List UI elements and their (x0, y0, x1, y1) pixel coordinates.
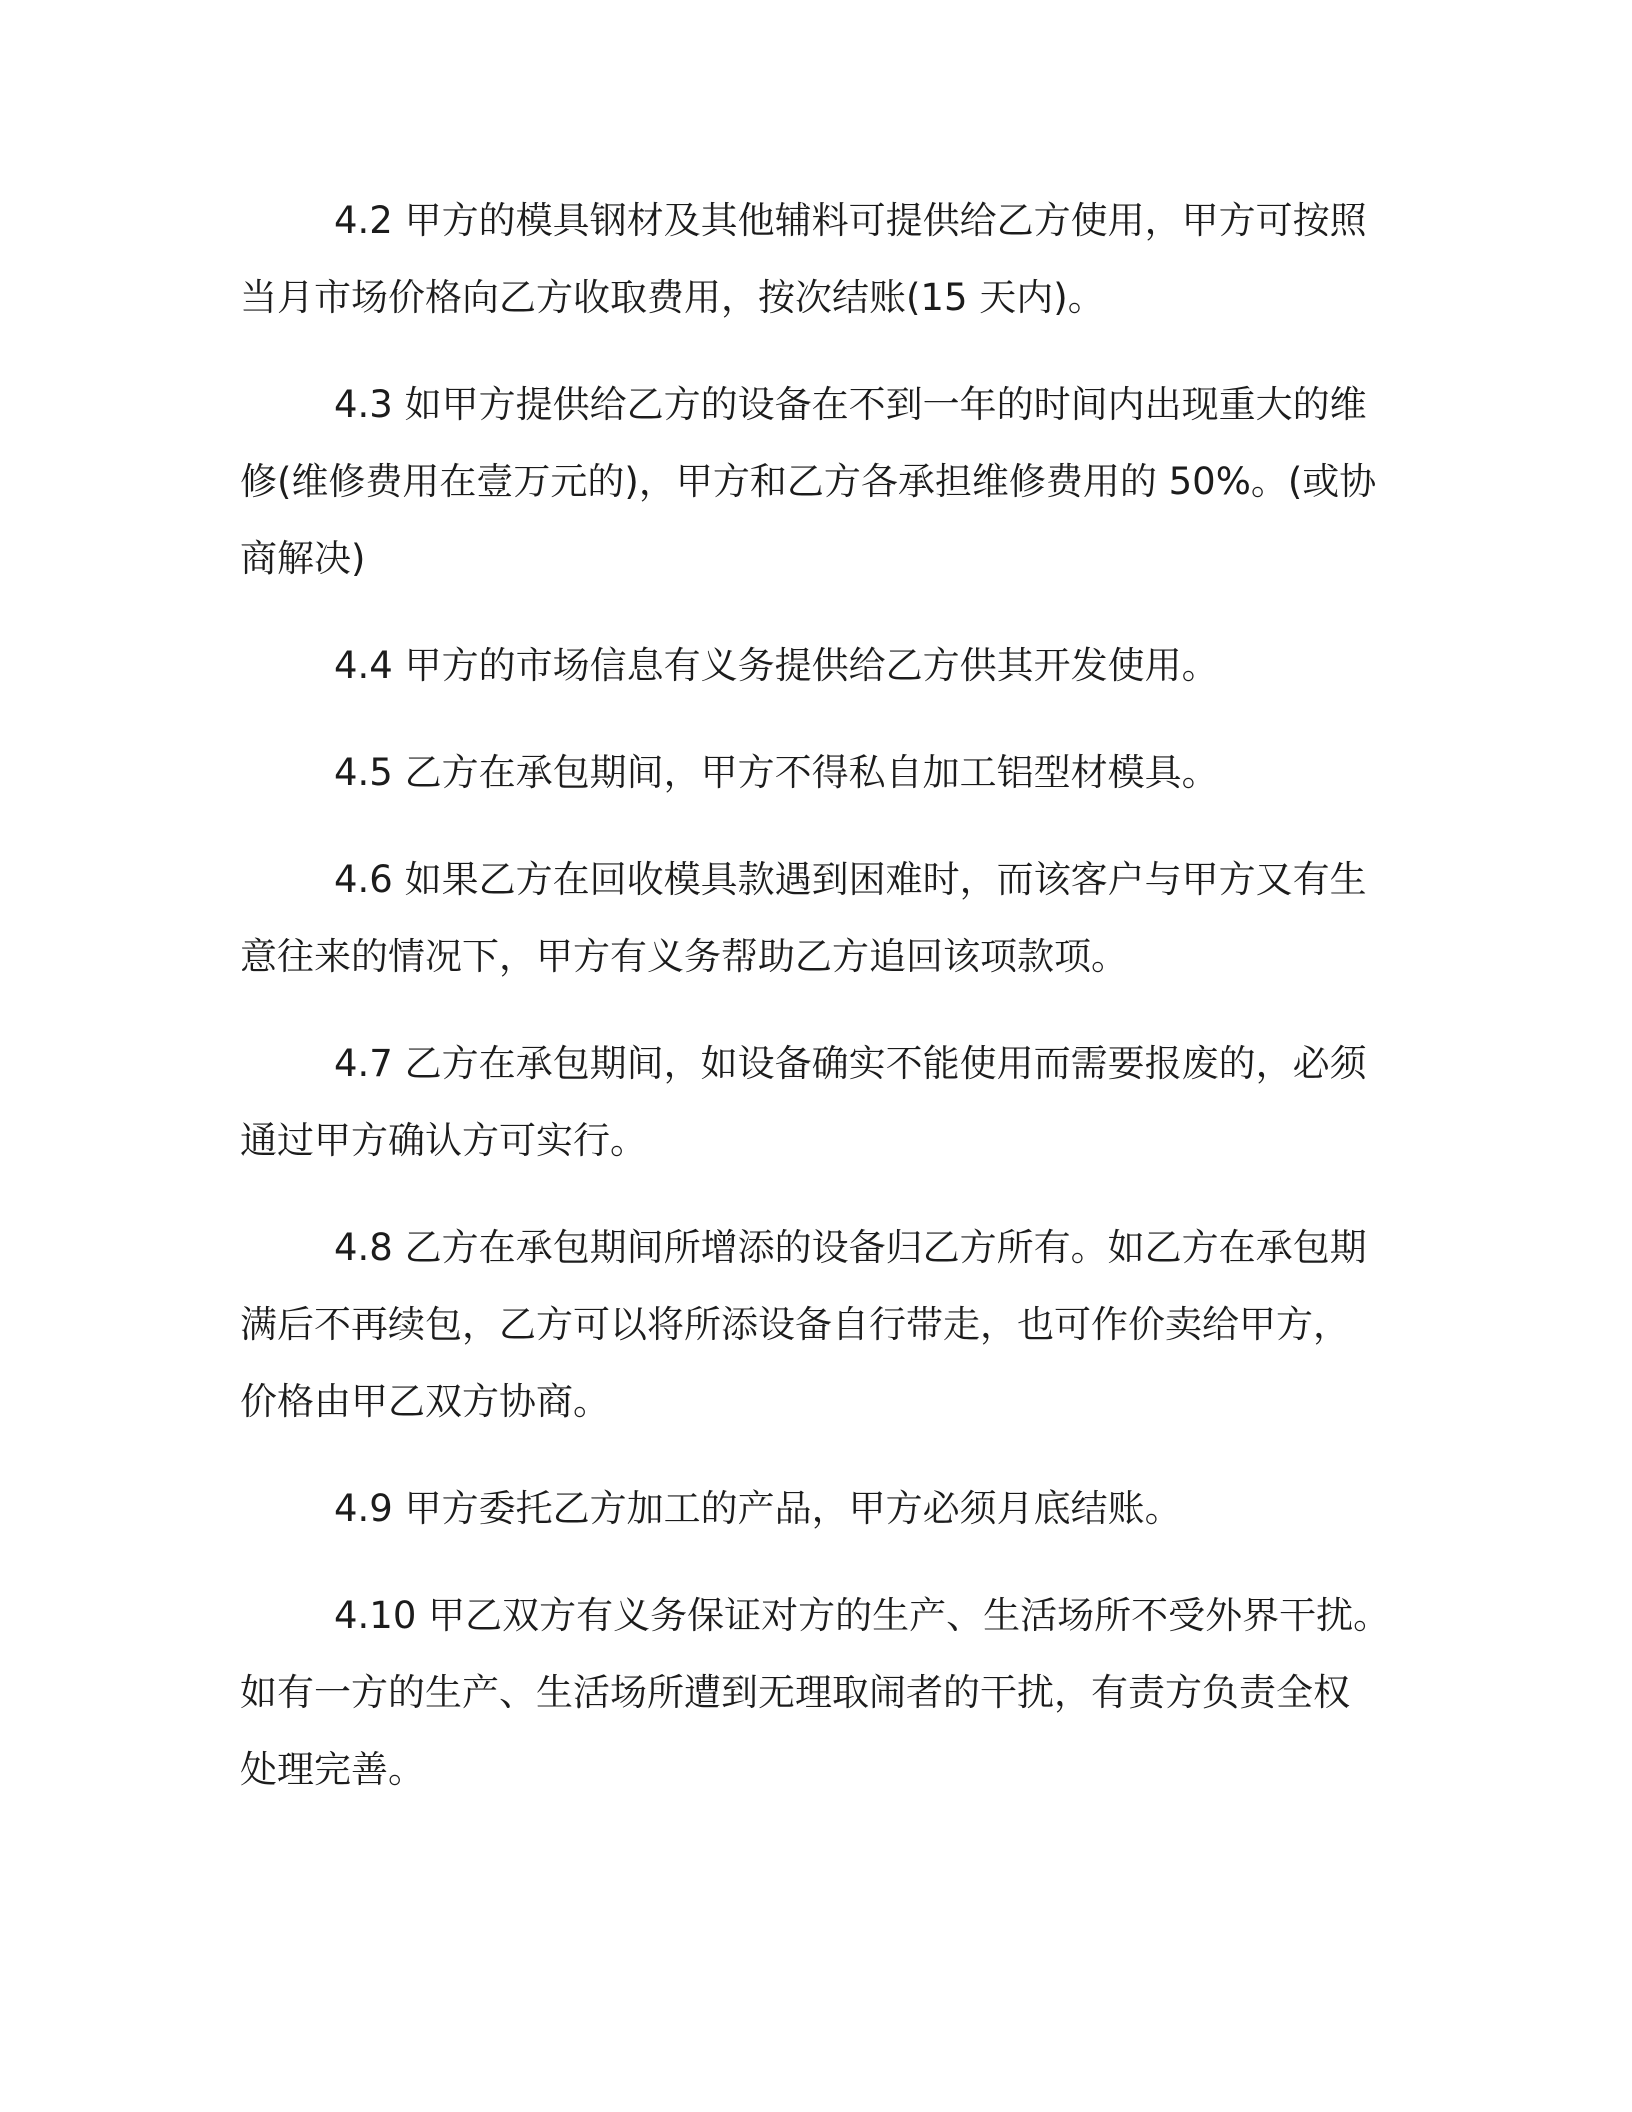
clause-4-9 (240, 1470, 1370, 1547)
text-line: 处理完善。 (240, 1748, 425, 1791)
text-line: 4.4 甲方的市场信息有义务提供给乙方供其开发使用。 (334, 644, 1219, 687)
text-line: 4.2 甲方的模具钢材及其他辅料可提供给乙方使用，甲方可按照 (334, 199, 1367, 242)
text-line: 4.10 甲乙双方有义务保证对方的生产、生活场所不受外界干扰。 (334, 1594, 1391, 1637)
clause-4-7 (240, 1025, 1370, 1179)
clause-4-5 (240, 734, 1370, 811)
clause-4-3 (240, 366, 1377, 597)
clause-4-6 (240, 841, 1370, 995)
text-line: 4.6 如果乙方在回收模具款遇到困难时，而该客户与甲方又有生 (334, 858, 1367, 901)
clause-4-8 (240, 1209, 1370, 1440)
text-line: 4.9 甲方委托乙方加工的产品，甲方必须月底结账。 (334, 1487, 1182, 1530)
text-line: 意往来的情况下，甲方有义务帮助乙方追回该项款项。 (240, 935, 1128, 978)
text-line: 商解决) (240, 537, 366, 580)
document-body (240, 182, 1391, 1838)
text-line: 价格由甲乙双方协商。 (240, 1380, 610, 1423)
clause-4-4 (240, 627, 1370, 704)
clause-4-2 (240, 182, 1370, 336)
text-line: 修(维修费用在壹万元的)，甲方和乙方各承担维修费用的 50%。(或协 (240, 460, 1377, 503)
text-line: 当月市场价格向乙方收取费用，按次结账(15 天内)。 (240, 276, 1105, 319)
text-line: 4.3 如甲方提供给乙方的设备在不到一年的时间内出现重大的维 (334, 383, 1367, 426)
clause-4-10 (240, 1577, 1391, 1808)
text-line: 4.8 乙方在承包期间所增添的设备归乙方所有。如乙方在承包期 (334, 1226, 1367, 1269)
text-line: 如有一方的生产、生活场所遭到无理取闹者的干扰，有责方负责全权 (240, 1671, 1350, 1714)
text-line: 满后不再续包，乙方可以将所添设备自行带走，也可作价卖给甲方， (240, 1303, 1350, 1346)
text-line: 4.7 乙方在承包期间，如设备确实不能使用而需要报废的，必须 (334, 1042, 1367, 1085)
text-line: 通过甲方确认方可实行。 (240, 1119, 647, 1162)
text-line: 4.5 乙方在承包期间，甲方不得私自加工铝型材模具。 (334, 751, 1219, 794)
